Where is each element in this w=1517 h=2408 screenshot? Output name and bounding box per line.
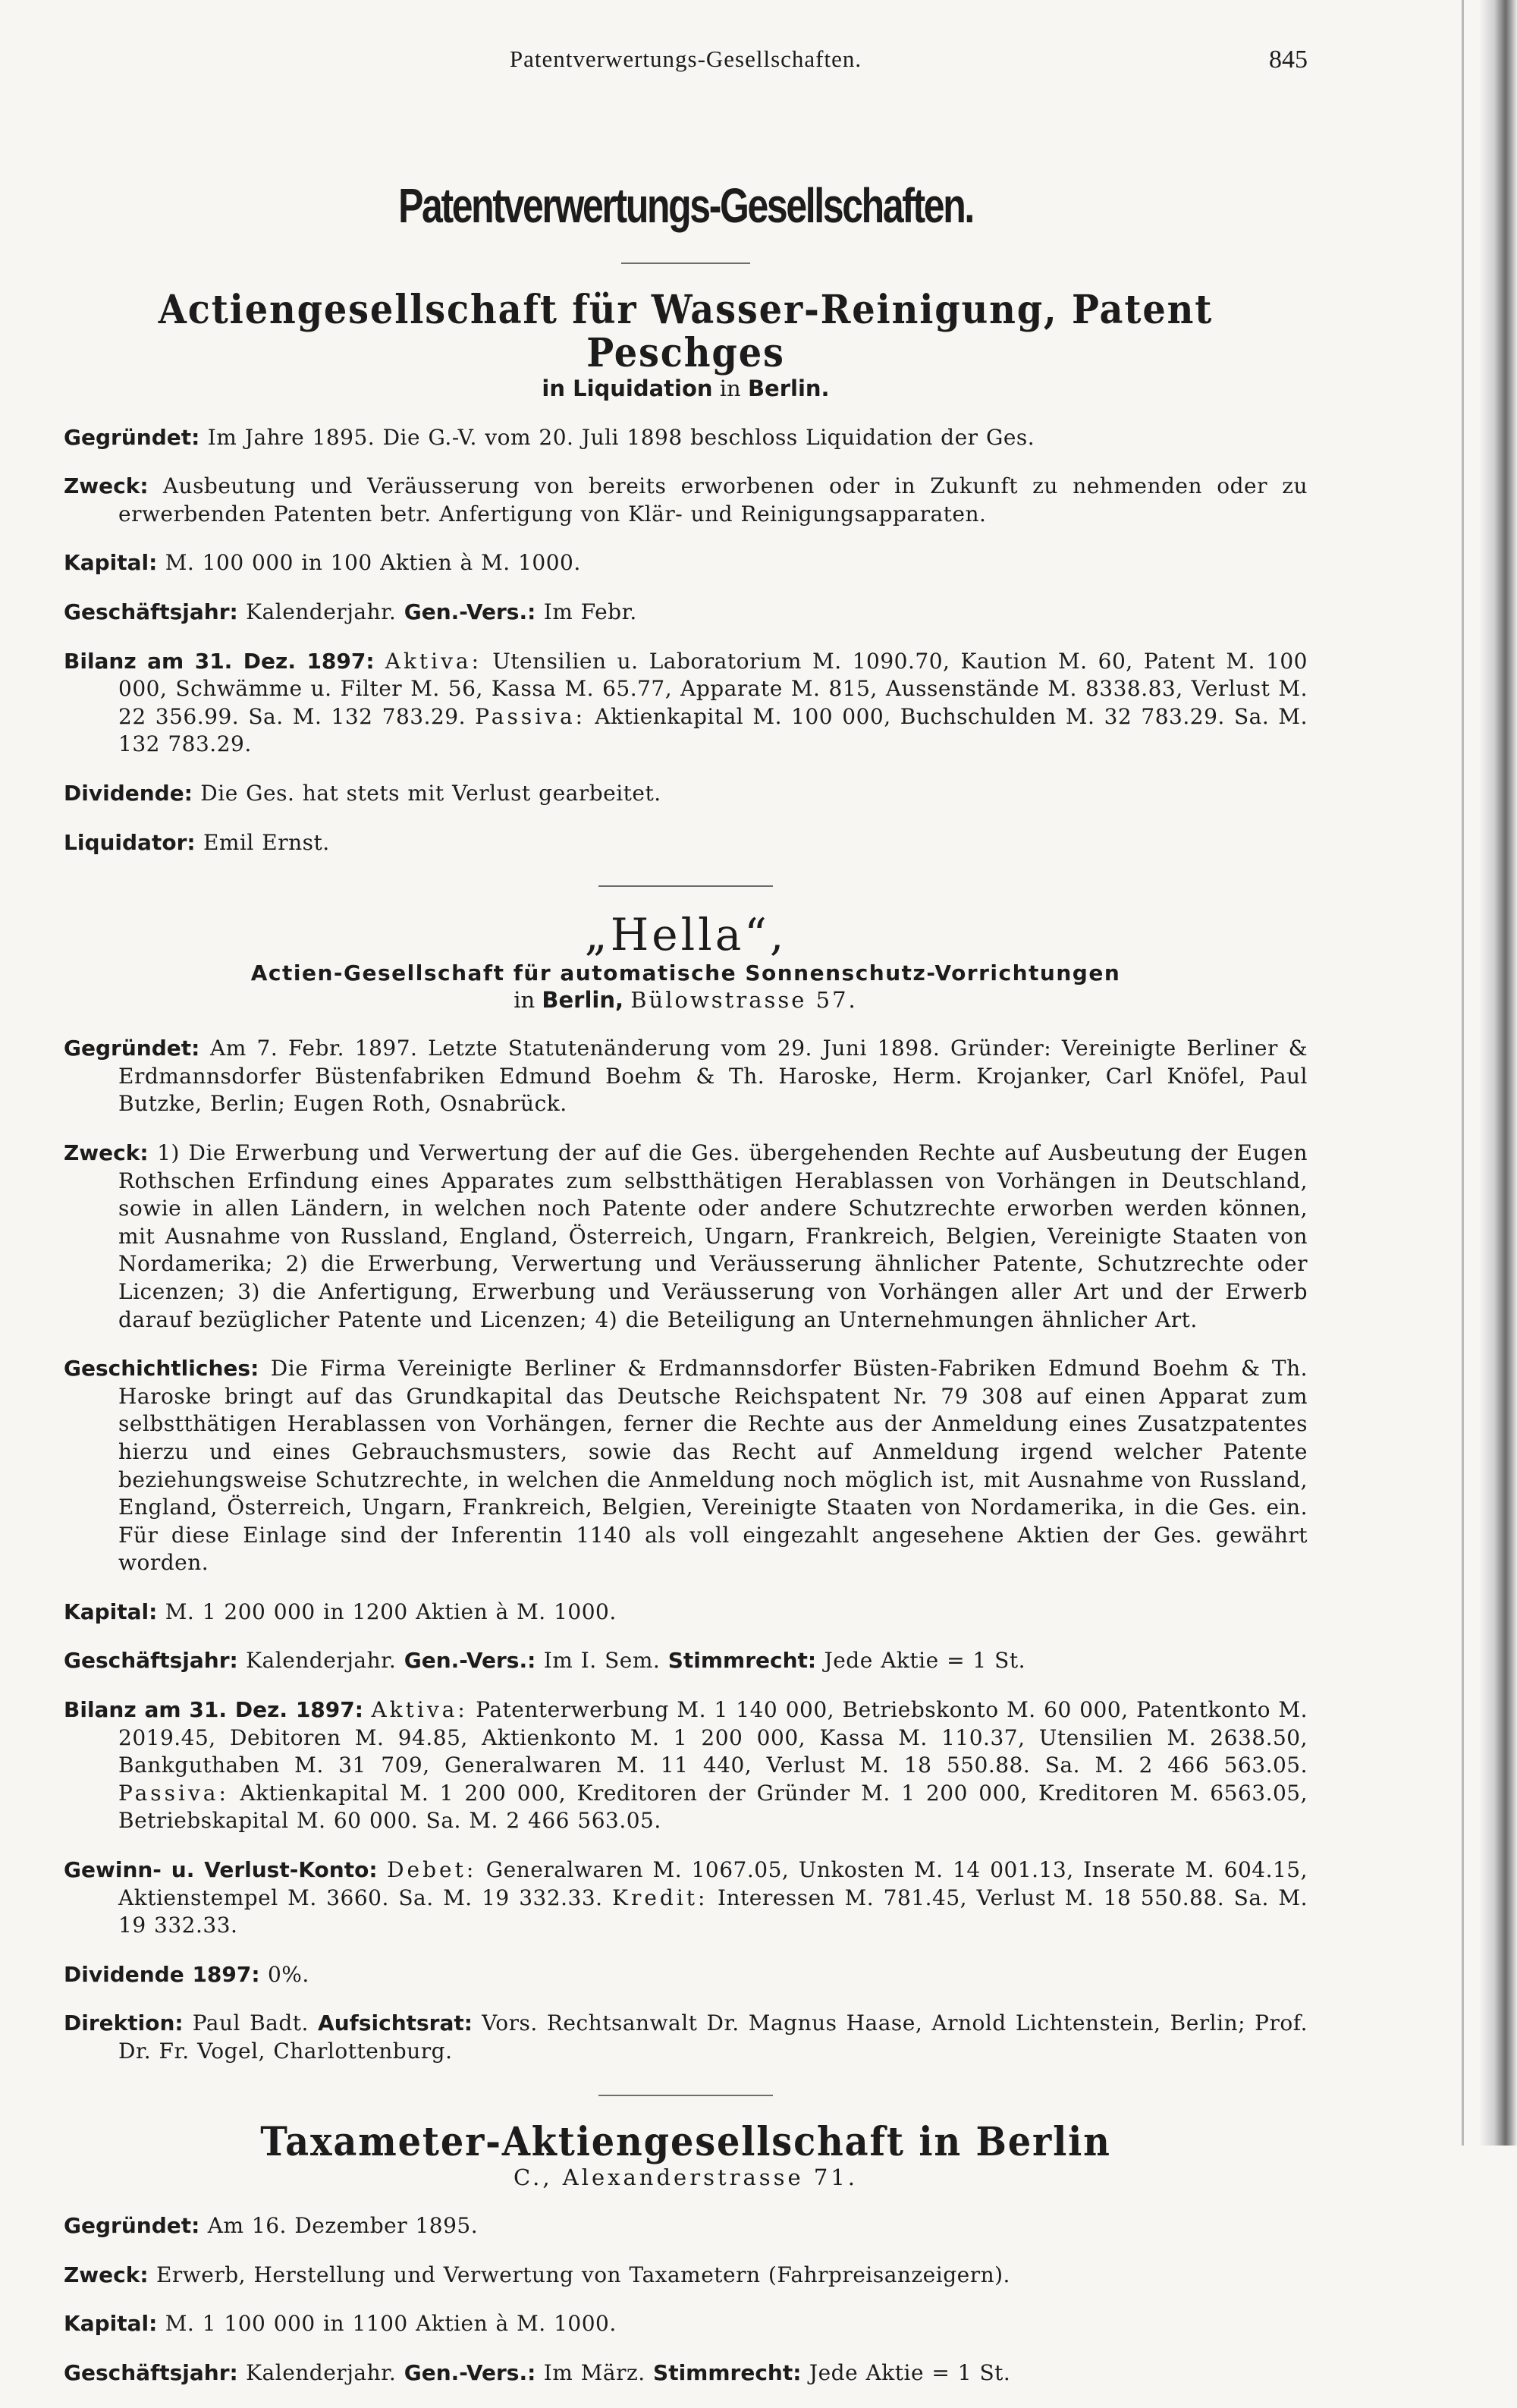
- document-page: [64, 46, 1308, 2408]
- company-address: C., Alexanderstrasse 71.: [513, 2164, 859, 2190]
- address-in: in: [514, 986, 536, 1013]
- company-details: [64, 2212, 1308, 2387]
- company-name: Taxameter-Aktiengesellschaft in Berlin: [260, 2118, 1111, 2165]
- company-city: Berlin,: [542, 986, 624, 1013]
- entry-bilanz: Bilanz am 31. Dez. 1897: Aktiva: Utensilien u. Laboratorium M. 1090.70, Kaution M. 60, Patent M. 100 000, Schwämme u. Filter M. 56, Kassa M. 65.77, Apparate M. 815, Aussenstände M. 8338.83, Verlust M. 22 356.99. Sa. M. 132 783.29. Passiva: Aktienkapital M. 100 000, Buchschulden M. 32 783.29. Sa. M. 132 783.29.: [64, 648, 1308, 757]
- company-city: Berlin.: [747, 376, 830, 402]
- entry-geschaeftsjahr: Geschäftsjahr: Kalenderjahr. Gen.-Vers.: Im I. Sem. Stimmrecht: Jede Aktie = 1 St.: [64, 1648, 1025, 1674]
- company-name: „Hella“,: [584, 909, 787, 961]
- entry-dividende: Dividende: Die Ges. hat stets mit Verlust gearbeitet.: [64, 780, 661, 806]
- company-details: [64, 1035, 1308, 2065]
- entry-liquidator: Liquidator: Emil Ernst.: [64, 829, 330, 855]
- company-address: [64, 986, 1308, 1014]
- divider-rule: [598, 2095, 773, 2096]
- entry-kapital: Kapital: M. 1 200 000 in 1200 Aktien à M. 1000.: [64, 1599, 617, 1624]
- entry-bilanz: Bilanz am 31. Dez. 1897: Aktiva: Patenterwerbung M. 1 140 000, Betriebskonto M. 60 000, Patentkonto M. 2019.45, Debitoren M. 94.85, Aktienkonto M. 1 200 000, Kassa M. 110.37, Utensilien M. 2638.50, Bankguthaben M. 31 709, Generalwaren M. 11 440, Verlust M. 18 550.88. Sa. M. 2 466 563.05. Passiva: Aktienkapital M. 1 200 000, Kreditoren der Gründer M. 1 200 000, Kreditoren M. 6563.05, Betriebskapital M. 60 000. Sa. M. 2 466 563.05.: [64, 1697, 1308, 1834]
- entry-geschaeftsjahr: Geschäftsjahr: Kalenderjahr. Gen.-Vers.: Im Febr.: [64, 599, 637, 624]
- entry-geschaeftsjahr: Geschäftsjahr: Kalenderjahr. Gen.-Vers.: Im März. Stimmrecht: Jede Aktie = 1 St.: [64, 2359, 1011, 2385]
- liquidation-status: in Liquidation: [542, 376, 713, 402]
- company-entry-taxameter: [64, 2120, 1308, 2388]
- entry-gewinn-verlust: Gewinn- u. Verlust-Konto: Debet: Generalwaren M. 1067.05, Unkosten M. 14 001.13, Inserate M. 604.15, Aktienstempel M. 3660. Sa. M. 19 332.33. Kredit: Interessen M. 781.45, Verlust M. 18 550.88. Sa. M. 19 332.33.: [64, 1857, 1308, 1938]
- entry-gegruendet: Gegründet: Im Jahre 1895. Die G.-V. vom 20. Juli 1898 beschloss Liquidation der Ges.: [64, 424, 1035, 450]
- entry-dividende: Dividende 1897: 0%.: [64, 1961, 309, 1987]
- entry-zweck: Zweck: Ausbeutung und Veräusserung von bereits erworbenen oder in Zukunft zu nehmenden oder zu erwerbenden Patenten betr. Anfertigung von Klär- und Reinigungsapparaten.: [64, 473, 1308, 527]
- section-title: Patentverwertungs-Gesellschaften.: [398, 178, 973, 233]
- entry-kapital: Kapital: M. 1 100 000 in 1100 Aktien à M. 1000.: [64, 2311, 617, 2337]
- page-gutter-line: [1462, 0, 1464, 2146]
- entry-zweck: Zweck: Erwerb, Herstellung und Verwertung von Taxametern (Fahrpreisanzeigern).: [64, 2262, 1010, 2287]
- running-head: [64, 46, 1308, 86]
- book-spine-shadow: [1479, 0, 1517, 2146]
- running-head-title: Patentverwertungs-Gesellschaften.: [509, 46, 862, 72]
- page-number: 845: [1269, 46, 1308, 74]
- company-name: Actiengesellschaft für Wasser-Reinigung, Patent Peschges: [158, 287, 1214, 377]
- company-entry-wasser-reinigung: [64, 288, 1308, 857]
- company-subtitle: Actien-Gesellschaft für automatische Sonnenschutz-Vorrichtungen: [250, 960, 1121, 986]
- company-details: [64, 424, 1308, 857]
- company-entry-hella: [64, 911, 1308, 2065]
- entry-zweck: Zweck: 1) Die Erwerbung und Verwertung der auf die Ges. übergehenden Rechte auf Ausbeutung der Eugen Rothschen Erfindung eines Apparates zum selbstthätigen Herablassen von Vorhängen in Deutschland, sowie in allen Ländern, in welchen noch Patente oder andere Schutzrechte erworben werden können, mit Ausnahme von Russland, England, Österreich, Ungarn, Frankreich, Belgien, Vereinigte Staaten von Nordamerika; 2) die Erwerbung, Verwertung und Veräusserung ähnlicher Patente, Schutzrechte oder Licenzen; 3) die Anfertigung, Erwerbung und Veräusserung von Vorhängen aller Art und der Erwerb darauf bezüglicher Patente und Licenzen; 4) die Beteiligung an Unternehmungen ähnlicher Art.: [64, 1140, 1308, 1332]
- entry-geschichtliches: Geschichtliches: Die Firma Vereinigte Berliner & Erdmannsdorfer Büsten-Fabriken Edmund Boehm & Th. Haroske bringt auf das Grundkapital das Deutsche Reichspatent Nr. 79 308 auf einen Apparat zum selbstthätigen Herablassen von Vorhängen, ferner die Rechte aus der Anmeldung eines Zusatzpatentes hierzu und eines Gebrauchsmusters, sowie das Recht auf Anmeldung irgend welcher Patente beziehungsweise Schutzrechte, in welchen die Anmeldung noch möglich ist, mit Ausnahme von Russland, England, Österreich, Ungarn, Frankreich, Belgien, Vereinigte Staaten von Nordamerika, in die Ges. ein. Für diese Einlage sind der Inferentin 1140 als voll eingezahlt angesehene Aktien der Ges. gewährt worden.: [64, 1356, 1308, 1576]
- entry-gegruendet: Gegründet: Am 7. Febr. 1897. Letzte Statutenänderung vom 29. Juni 1898. Gründer: Vereinigte Berliner & Erdmannsdorfer Büstenfabriken Edmund Boehm & Th. Haroske, Herm. Krojanker, Carl Knöfel, Paul Butzke, Berlin; Eugen Roth, Osnabrück.: [64, 1036, 1308, 1117]
- divider-rule: [621, 262, 750, 264]
- company-street: Bülowstrasse 57.: [630, 986, 858, 1013]
- divider-rule: [598, 885, 773, 887]
- company-subtitle: [64, 375, 1308, 402]
- entry-gegruendet: Gegründet: Am 16. Dezember 1895.: [64, 2213, 479, 2239]
- entry-kapital: Kapital: M. 100 000 in 100 Aktien à M. 1000.: [64, 550, 581, 576]
- subtitle-in: in: [719, 376, 741, 402]
- entry-direktion: Direktion: Paul Badt. Aufsichtsrat: Vors. Rechtsanwalt Dr. Magnus Haase, Arnold Lichtenstein, Berlin; Prof. Dr. Fr. Vogel, Charlottenburg.: [64, 2010, 1308, 2064]
